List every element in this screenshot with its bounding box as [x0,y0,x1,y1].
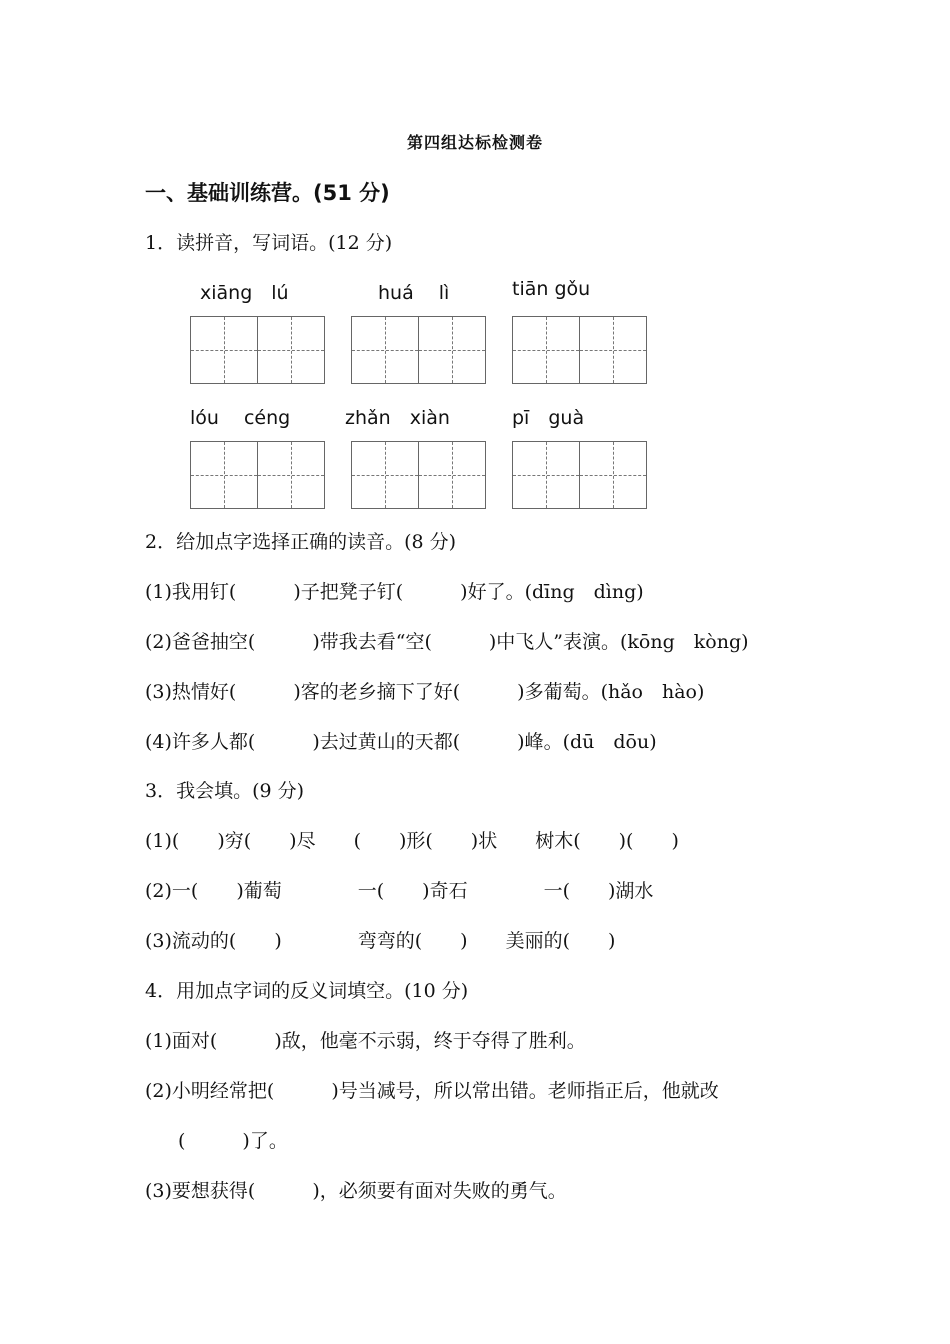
section-heading: 一、基础训练营。(51 分) [145,181,390,205]
pinyin-label: lóu céng [190,407,291,429]
writing-grid[interactable] [512,316,647,384]
q3-item: (3)流动的( ) 弯弯的( ) 美丽的( ) [145,930,616,952]
q1-heading: 1．读拼音，写词语。(12 分) [145,232,393,254]
pinyin-label: tiān gǒu [512,278,591,300]
writing-grid[interactable] [190,441,325,509]
q4-item: (1)面对( )敌，他毫不示弱，终于夺得了胜利。 [145,1030,586,1052]
q2-item: (4)许多人都( )去过黄山的天都( )峰。(dū dōu) [145,731,657,753]
pinyin-label: huá lì [378,282,450,304]
writing-grid[interactable] [190,316,325,384]
q4-item-continuation: ( )了。 [178,1130,288,1152]
q2-heading: 2．给加点字选择正确的读音。(8 分) [145,531,457,553]
writing-grid[interactable] [512,441,647,509]
q3-item: (1)( )穷( )尽 ( )形( )状 树木( )( ) [145,830,679,852]
writing-grid[interactable] [351,316,486,384]
pinyin-label: pī guà [512,407,585,429]
pinyin-label: xiāng lú [200,282,289,304]
q4-item: (3)要想获得( )，必须要有面对失败的勇气。 [145,1180,567,1202]
q4-heading: 4．用加点字词的反义词填空。(10 分) [145,980,469,1002]
writing-grid[interactable] [351,441,486,509]
page-title: 第四组达标检测卷 [406,133,543,152]
q4-item: (2)小明经常把( )号当减号，所以常出错。老师指正后，他就改 [145,1080,719,1102]
q2-item: (1)我用钉( )子把凳子钉( )好了。(dīng dìng) [145,581,644,603]
q3-item: (2)一( )葡萄 一( )奇石 一( )湖水 [145,880,654,902]
q2-item: (3)热情好( )客的老乡摘下了好( )多葡萄。(hǎo hào) [145,681,705,703]
q3-heading: 3．我会填。(9 分) [145,780,305,802]
q2-item: (2)爸爸抽空( )带我去看“空( )中飞人”表演。(kōng kòng) [145,631,749,653]
pinyin-label: zhǎn xiàn [345,407,450,429]
